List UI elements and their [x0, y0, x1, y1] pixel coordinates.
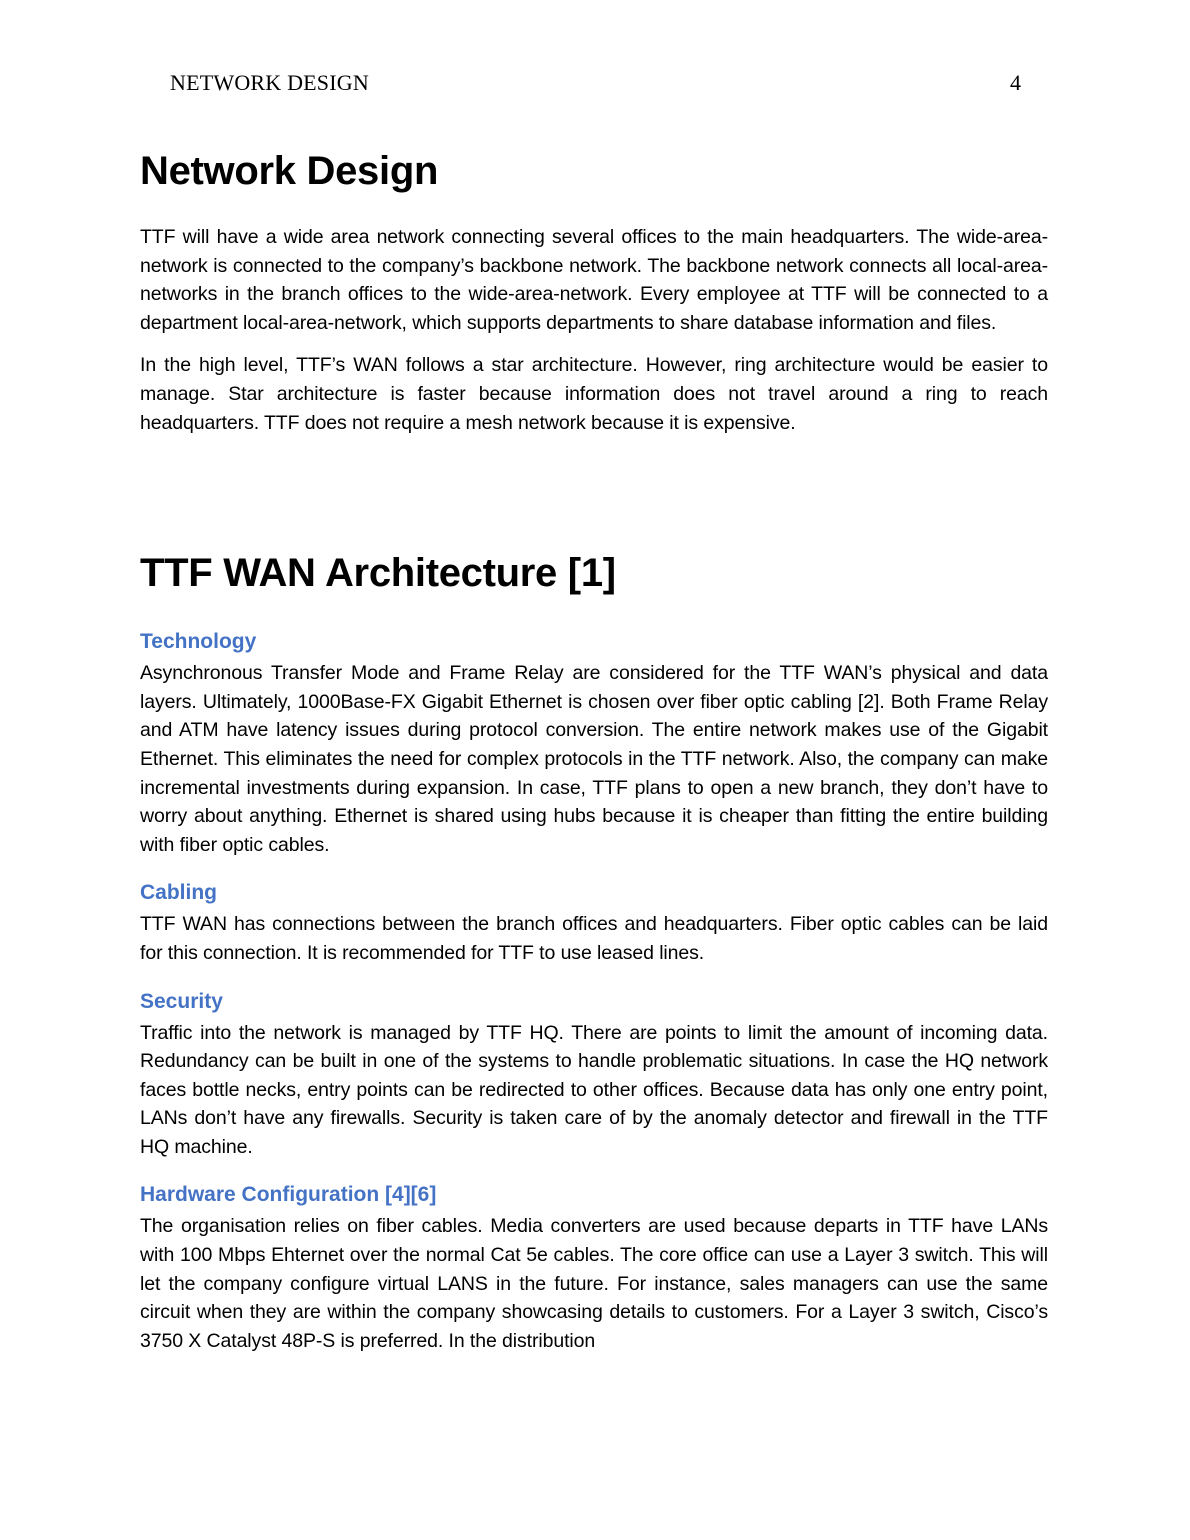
subsection-hardware-configuration — [140, 1181, 1048, 1355]
paragraph: TTF WAN has connections between the branch offices and headquarters. Fiber optic cables can be laid for this connection. It is recommended for TTF to use leased lines. — [140, 913, 1048, 964]
paragraph: TTF will have a wide area network connecting several offices to the main headquarters. The wide-area-network is connected to the company’s backbone network. The backbone network connects all local-area-networks in the branch offices to the wide-area-network. Every employee at TTF will be connected to a department local-area-network, which supports departments to share database information and files. — [140, 226, 1048, 334]
subsection-heading: Hardware Configuration [4][6] — [140, 1183, 437, 1207]
subsection-heading: Technology — [140, 630, 257, 654]
subsection-heading: Security — [140, 989, 223, 1013]
paragraph: The organisation relies on fiber cables. Media converters are used because departs in TTF have LANs with 100 Mbps Ehternet over the normal Cat 5e cables. The core office can use a Layer 3 switch. This will let the company configure virtual LANS in the future. For instance, sales managers can use the same circuit when they are within the company showcasing details to customers. For a Layer 3 switch, Cisco’s 3750 X Catalyst 48P-S is preferred. In the distribution — [140, 1215, 1048, 1352]
paragraph: Asynchronous Transfer Mode and Frame Relay are considered for the TTF WAN’s physical and data layers. Ultimately, 1000Base-FX Gigabit Ethernet is chosen over fiber optic cabling [2]. Both Frame Relay and ATM have latency issues during protocol conversion. The entire network makes use of the Gigabit Ethernet. This eliminates the need for complex protocols in the TTF network. Also, the company can make incremental investments during expansion. In case, TTF plans to open a new branch, they don’t have to worry about anything. Ethernet is shared using hubs because it is cheaper than fitting the entire building with fiber optic cables. — [140, 662, 1048, 856]
document-body — [140, 140, 1048, 1375]
subsection-cabling — [140, 879, 1048, 967]
subsection-security — [140, 988, 1048, 1162]
running-head-title: NETWORK DESIGN — [170, 70, 369, 95]
section-title-wan-architecture: TTF WAN Architecture [1] — [140, 551, 616, 596]
section-title-network-design: Network Design — [140, 149, 439, 193]
subsection-technology — [140, 628, 1048, 859]
page-number: 4 — [1010, 70, 1021, 95]
paragraph: In the high level, TTF’s WAN follows a star architecture. However, ring architecture would be easier to manage. Star architecture is faster because information does not travel around a ring to reach headquarters. TTF does not require a mesh network because it is expensive. — [140, 354, 1048, 434]
subsection-heading: Cabling — [140, 881, 217, 905]
paragraph: Traffic into the network is managed by TTF HQ. There are points to limit the amount of incoming data. Redundancy can be built in one of the systems to handle problematic situations. In case the HQ network faces bottle necks, entry points can be redirected to other offices. Because data has only one entry point, LANs don’t have any firewalls. Security is taken care of by the anomaly detector and firewall in the TTF HQ machine. — [140, 1021, 1048, 1158]
